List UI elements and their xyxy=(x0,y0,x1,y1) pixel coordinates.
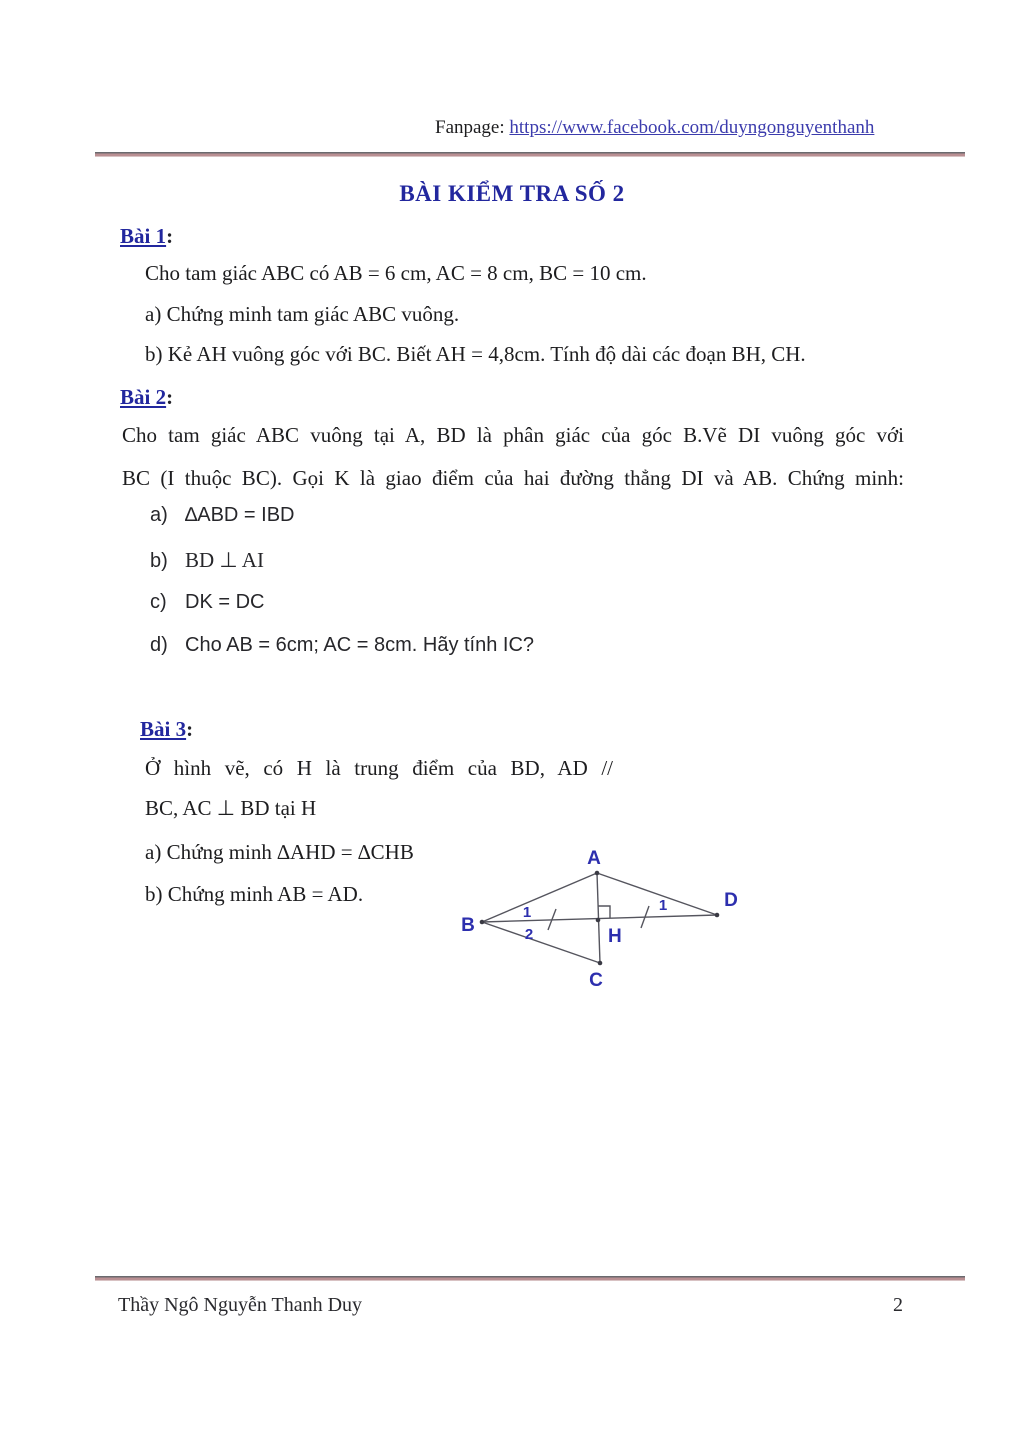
segment-AD xyxy=(597,873,717,915)
exercise3-heading-colon: : xyxy=(186,717,194,741)
angle-B1: 1 xyxy=(522,904,532,921)
point-C xyxy=(598,961,603,966)
point-B xyxy=(480,920,485,925)
label-C: C xyxy=(589,970,603,991)
exercise3-heading xyxy=(140,717,193,742)
exercise2-item-a xyxy=(150,504,295,527)
exercise3-item-a xyxy=(145,840,414,865)
point-A xyxy=(595,871,600,876)
item-text: Chứng minh AB = AD. xyxy=(167,882,364,906)
right-angle-mark xyxy=(598,906,610,918)
label-D: D xyxy=(724,890,738,911)
item-label: a) xyxy=(145,840,162,864)
fanpage-line xyxy=(435,117,874,139)
exercise2-intro-line2: BC (I thuộc BC). Gọi K là giao điểm của hai đường thẳng DI và AB. Chứng minh: xyxy=(122,466,904,490)
item-text: Kẻ AH vuông góc với BC. Biết AH = 4,8cm. Tính độ dài các đoạn BH, CH. xyxy=(167,342,806,366)
item-label: b) xyxy=(145,882,163,906)
item-text: DK = DC xyxy=(185,591,265,613)
exercise3-item-b xyxy=(145,882,363,907)
exercise1-intro: Cho tam giác ABC có AB = 6 cm, AC = 8 cm, BC = 10 cm. xyxy=(145,261,647,285)
exercise1-heading-colon: : xyxy=(166,224,174,248)
exercise2-item-d xyxy=(150,634,534,657)
exercise2-intro-line1: Cho tam giác ABC vuông tại A, BD là phân giác của góc B.Vẽ DI vuông góc với xyxy=(122,423,904,447)
segment-BC xyxy=(482,922,600,963)
exercise3-intro-line2: BC, AC ⊥ BD tại H xyxy=(145,796,317,820)
footer-page-number: 2 xyxy=(893,1294,903,1316)
label-A: A xyxy=(587,848,601,869)
exercise2-item-b xyxy=(150,548,264,573)
item-text: Chứng minh tam giác ABC vuông. xyxy=(166,302,460,326)
item-label: c) xyxy=(150,591,167,613)
exercise1-item-a xyxy=(145,302,459,327)
exercise2-heading xyxy=(120,385,173,410)
footer-author: Thầy Ngô Nguyễn Thanh Duy xyxy=(118,1294,363,1316)
item-text: BD ⊥ AI xyxy=(185,548,264,572)
item-text: Chứng minh ∆AHD = ∆CHB xyxy=(166,840,414,864)
item-label: a) xyxy=(145,302,162,326)
footer-divider xyxy=(95,1276,965,1281)
point-H xyxy=(596,918,601,923)
exercise2-heading-text: Bài 2 xyxy=(120,385,167,409)
geometry-figure xyxy=(446,838,768,998)
point-D xyxy=(715,913,720,918)
label-B: B xyxy=(461,915,475,936)
item-label: a) xyxy=(150,504,168,526)
fanpage-label: Fanpage: xyxy=(435,117,505,138)
item-label: d) xyxy=(150,634,168,656)
header-divider xyxy=(95,152,965,157)
page-title: BÀI KIỂM TRA SỐ 2 xyxy=(399,181,625,206)
label-H: H xyxy=(608,926,622,947)
angle-B2: 2 xyxy=(524,926,534,943)
exercise1-item-b xyxy=(145,342,806,367)
triangle-diagram xyxy=(446,838,768,998)
segment-BA xyxy=(482,873,597,922)
exercise2-item-c xyxy=(150,591,264,614)
fanpage-link[interactable]: https://www.facebook.com/duyngonguyenthanh xyxy=(509,117,875,138)
item-label: b) xyxy=(150,550,168,572)
exercise1-heading-text: Bài 1 xyxy=(120,224,167,248)
exercise1-heading xyxy=(120,224,173,249)
exercise3-heading-text: Bài 3 xyxy=(140,717,187,741)
item-label: b) xyxy=(145,342,163,366)
exercise3-intro-line1: Ở hình vẽ, có H là trung điểm của BD, AD // xyxy=(145,756,613,780)
item-text: ∆ABD = IBD xyxy=(185,504,295,526)
exercise2-heading-colon: : xyxy=(166,385,174,409)
angle-D1: 1 xyxy=(658,897,668,914)
item-text: Cho AB = 6cm; AC = 8cm. Hãy tính IC? xyxy=(185,634,535,656)
